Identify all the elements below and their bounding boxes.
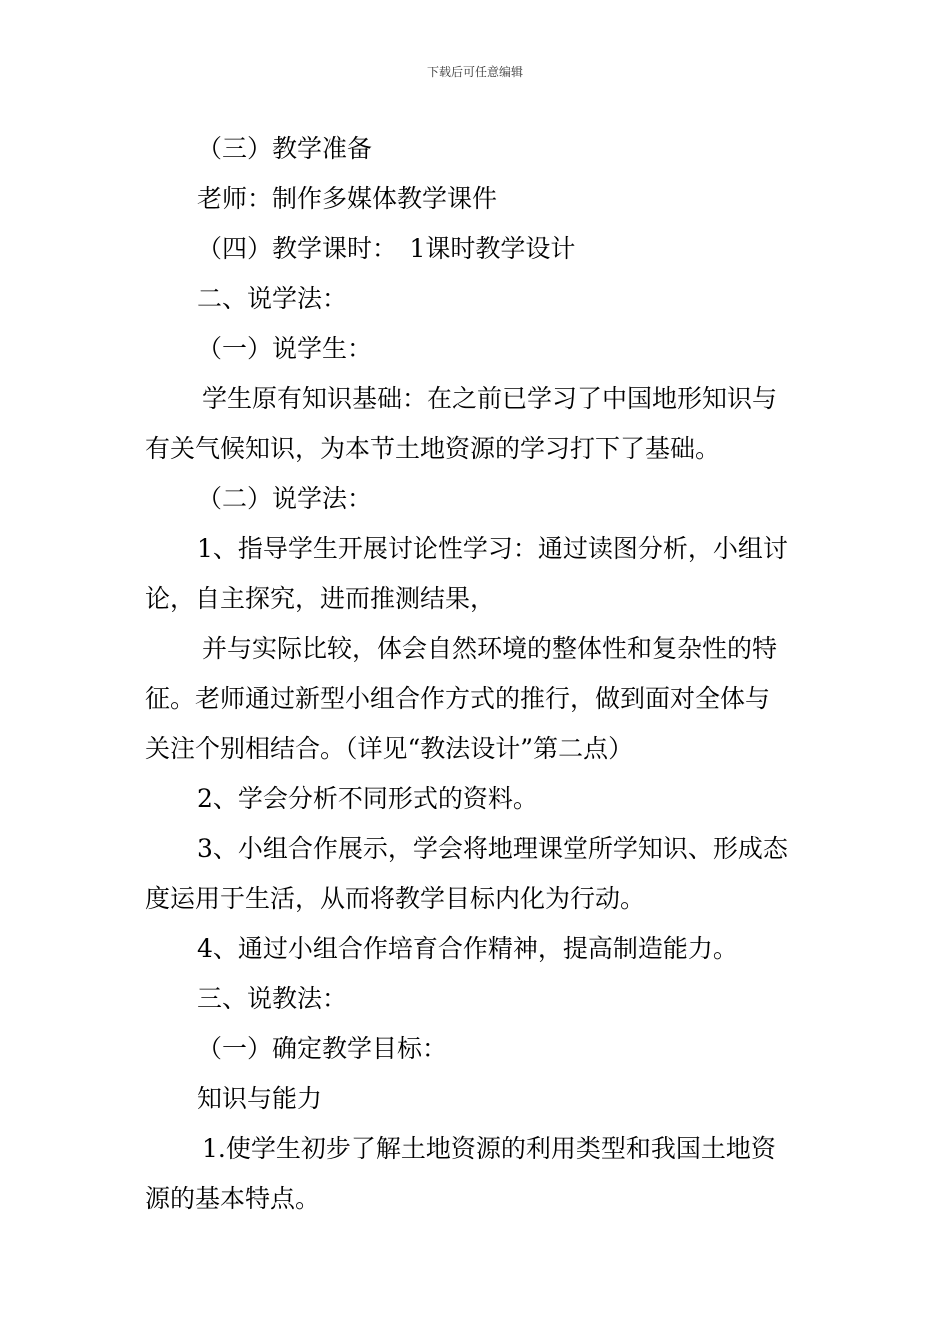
page-header: 下载后可任意编辑 [426,65,523,79]
paragraph-line: 关注个别相结合。（详见“教法设计”第二点） [145,734,634,763]
paragraph-line: 学生原有知识基础：在之前已学习了中国地形知识与 [202,384,778,413]
paragraph-line: 度运用于生活，从而将教学目标内化为行动。 [145,884,646,913]
subsection-heading-knowledge: 知识与能力 [197,1084,323,1113]
paragraph-line: 1、指导学生开展讨论性学习：通过读图分析，小组讨 [197,534,788,563]
section-heading-study-method: 二、说学法： [197,284,348,313]
paragraph-line: 并与实际比较，体会自然环境的整体性和复杂性的特 [202,634,778,663]
subsection-heading-objectives: （一）确定教学目标： [197,1034,448,1063]
section-heading-teaching-method: 三、说教法： [197,984,348,1013]
paragraph-line: 1.使学生初步了解土地资源的利用类型和我国土地资 [202,1134,776,1163]
paragraph-line: 2、学会分析不同形式的资料。 [197,784,538,813]
document-body [145,124,810,1224]
paragraph-line: 4、通过小组合作培育合作精神，提高制造能力。 [197,934,738,963]
paragraph-line: 有关气候知识，为本节土地资源的学习打下了基础。 [145,434,721,463]
subsection-heading-students: （一）说学生： [197,334,373,363]
section-heading-preparation: （三）教学准备 [197,134,373,163]
subsection-heading-study-method: （二）说学法： [197,484,373,513]
paragraph-line: 征。老师通过新型小组合作方式的推行，做到面对全体与 [145,684,771,713]
section-heading-class-hours: （四）教学课时： 1课时教学设计 [197,234,576,263]
paragraph-line: 源的基本特点。 [145,1184,321,1213]
paragraph-teacher: 老师：制作多媒体教学课件 [197,184,498,213]
paragraph-line: 3、小组合作展示，学会将地理课堂所学知识、形成态 [197,834,788,863]
paragraph-line: 论，自主探究，进而推测结果， [145,584,496,613]
